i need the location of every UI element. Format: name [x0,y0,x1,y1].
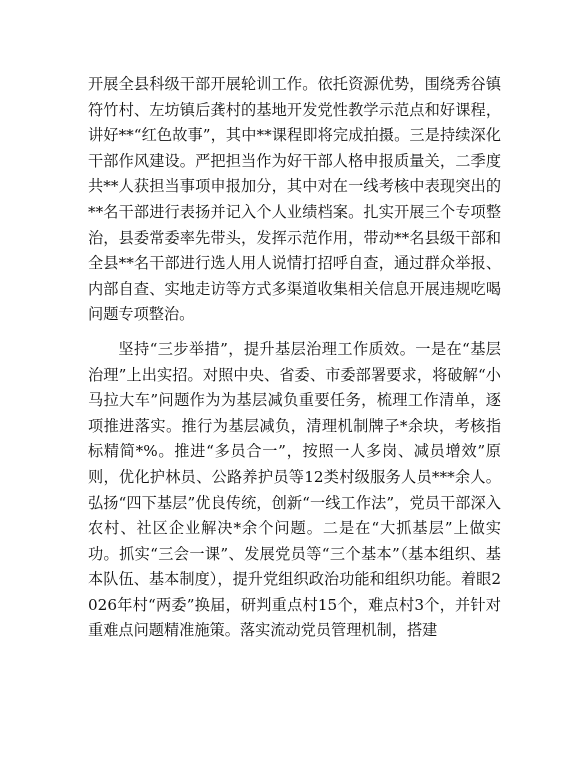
document-body [88,72,501,644]
paragraph-2: 坚持“三步举措”，提升基层治理工作质效。一是在“基层治理”上出实招。对照中央、省委、市委部署要求，将破解“小马拉大车”问题作为为基层减负重要任务，梳理工作清单，逐项推进落实。推行为基层减负，清理机制牌子*余块，考核指标精简*%。推进“多员合一”，按照一人多岗、减员增效”原则，优化护林员、公路养护员等12类村级服务人员***余人。弘扬“四下基层”优良传统，创新“一线工作法”，党员干部深入农村、社区企业解决*余个问题。二是在“大抓基层”上做实功。抓实“三会一课”、发展党员等“三个基本”（基本组织、基本队伍、基本制度），提升党组织政治功能和组织功能。着眼2026年村“两委”换届，研判重点村15个，难点村3个，并针对重难点问题精准施策。落实流动党员管理机制，搭建 [88,339,501,640]
paragraph-1: 开展全县科级干部开展轮训工作。依托资源优势，围绕秀谷镇符竹村、左坊镇后龚村的基地开发党性教学示范点和好课程，讲好**“红色故事”，其中**课程即将完成拍摄。三是持续深化干部作风建设。严把担当作为好干部人格申报质量关，二季度共**人获担当事项申报加分，其中对在一线考核中表现突出的**名干部进行表扬并记入个人业绩档案。扎实开展三个专项整治，县委常委率先带头，发挥示范作用，带动**名县级干部和全县**名干部进行选人用人说情打招呼自查，通过群众举报、内部自查、实地走访等方式多渠道收集相关信息开展违规吃喝问题专项整治。 [88,75,501,324]
